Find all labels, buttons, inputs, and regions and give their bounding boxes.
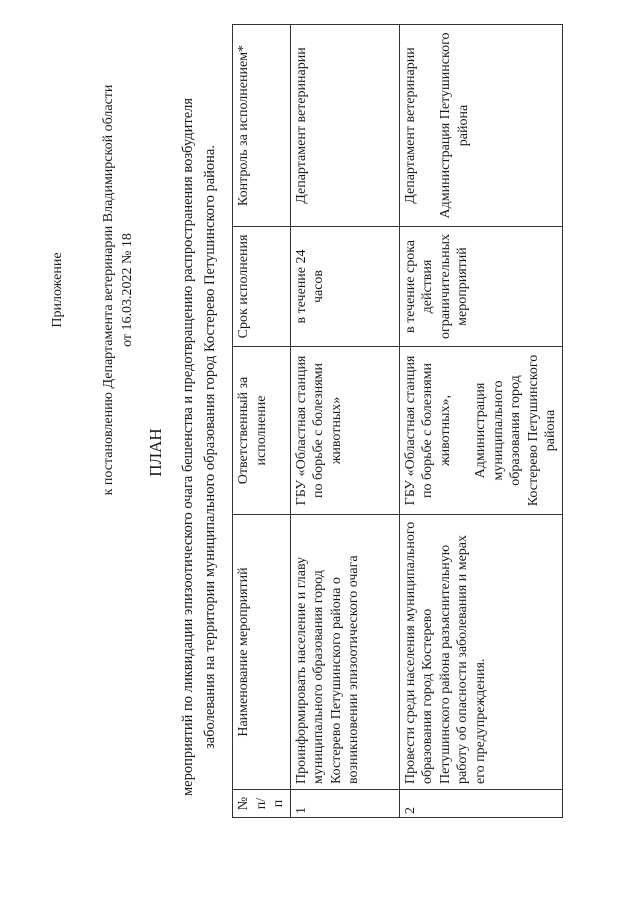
- header-num: № п/п: [233, 790, 291, 818]
- header-deadline: Срок исполнения: [233, 227, 291, 347]
- plan-subtitle-line-2: заболевания на территории муниципального образования город Костерево Петушинского района.: [202, 145, 218, 749]
- row-responsible: [399, 347, 562, 515]
- row-control: [290, 25, 399, 227]
- annex-date-line: от 16.03.2022 № 18: [120, 233, 135, 347]
- row-deadline: в течение 24 часов: [290, 227, 399, 347]
- control-text: Департамент ветеринарии: [402, 47, 418, 204]
- responsible-text: ГБУ «Областная станция по борьбе с болезнями животных»: [293, 355, 344, 506]
- row-num: 1: [290, 790, 399, 818]
- responsible-text: ГБУ «Областная станция по борьбе с болезнями животных»,: [402, 355, 453, 506]
- header-responsible: Ответственный за исполнение: [233, 347, 291, 515]
- header-name: Наименование мероприятий: [233, 515, 291, 790]
- row-control: [399, 25, 562, 227]
- annex-decree-line: к постановлению Департамента ветеринарии Владимирской области: [101, 84, 116, 496]
- annex-title: Приложение: [50, 252, 65, 328]
- row-name: Провести среди населения муниципального образования город Костерево Петушинского района разъяснительную работу об опасности заболевания и мерах его предупреждения.: [399, 515, 562, 790]
- table-row: [399, 25, 562, 818]
- plan-subtitle-line-1: мероприятий по ликвидации эпизоотического очага бешенства и предотвращению распространения возбудителя: [180, 97, 196, 797]
- responsible-text-2: Администрация муниципального образования город Костерево Петушинского района: [473, 354, 558, 507]
- row-num: 2: [399, 790, 562, 818]
- row-responsible: [290, 347, 399, 515]
- measures-table: [232, 24, 563, 818]
- row-name: Проинформировать население и главу муниципального образования город Костерево Петушинского района о возникновении эпизоотического очага: [290, 515, 399, 790]
- plan-title: ПЛАН: [146, 428, 165, 477]
- table-header-row: [233, 25, 291, 818]
- row-deadline: в течение срока действия ограничительных мероприятий: [399, 227, 562, 347]
- control-text-2: Администрация Петушинского района: [438, 32, 471, 219]
- header-control: Контроль за исполнением*: [233, 25, 291, 227]
- control-text: Департамент ветеринарии: [293, 47, 309, 204]
- annex-block: [0, 84, 170, 496]
- table-row: [290, 25, 399, 818]
